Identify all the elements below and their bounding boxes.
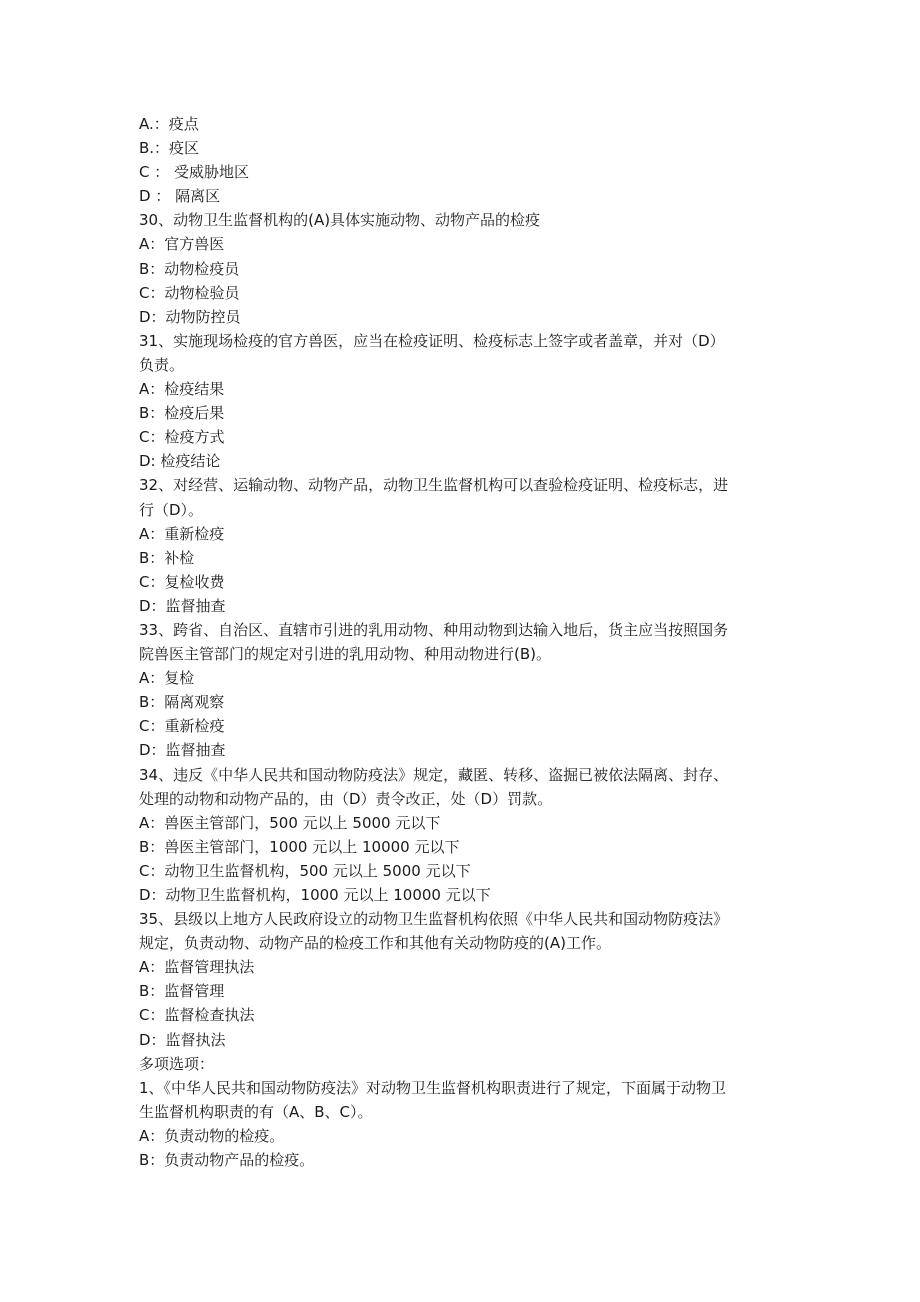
document-body bbox=[139, 112, 789, 1172]
text-line: C ： 受威胁地区 bbox=[139, 163, 250, 182]
text-line: C：复检收费 bbox=[139, 572, 225, 591]
text-line: A：重新检疫 bbox=[139, 524, 225, 543]
text-line: A：检疫结果 bbox=[139, 380, 225, 399]
text-line: A：官方兽医 bbox=[139, 235, 225, 254]
text-line: B：兽医主管部门，1000 元以上 10000 元以下 bbox=[139, 837, 460, 856]
text-line: C：监督检查执法 bbox=[139, 1006, 255, 1025]
text-line: 多项选项： bbox=[139, 1054, 215, 1073]
text-line: 1、《中华人民共和国动物防疫法》对动物卫生监督机构职责进行了规定，下面属于动物卫 bbox=[139, 1078, 727, 1097]
text-line: C：动物卫生监督机构，500 元以上 5000 元以下 bbox=[139, 861, 471, 880]
text-line: D: 检疫结论 bbox=[139, 452, 221, 471]
text-line: 31、实施现场检疫的官方兽医，应当在检疫证明、检疫标志上签字或者盖章，并对（D） bbox=[139, 331, 725, 350]
text-line: D：动物卫生监督机构，1000 元以上 10000 元以下 bbox=[139, 886, 491, 904]
text-line: C：动物检验员 bbox=[139, 283, 240, 302]
text-line: A：复检 bbox=[139, 669, 195, 688]
text-line: B：动物检疫员 bbox=[139, 259, 240, 278]
text-line: 处理的动物和动物产品的，由（D）责令改正，处（D）罚款。 bbox=[139, 789, 553, 808]
text-line: 34、违反《中华人民共和国动物防疫法》规定，藏匿、转移、盗掘已被依法隔离、封存、 bbox=[139, 765, 729, 784]
text-line: 生监督机构职责的有（A、B、C）。 bbox=[139, 1102, 373, 1121]
text-line: B：监督管理 bbox=[139, 982, 225, 1001]
text-line: D：监督抽查 bbox=[139, 596, 226, 615]
text-line: B：检疫后果 bbox=[139, 404, 225, 423]
text-line: A.：疫点 bbox=[139, 115, 199, 133]
text-line: B：补检 bbox=[139, 548, 195, 567]
text-line: A：兽医主管部门，500 元以上 5000 元以下 bbox=[139, 813, 441, 832]
text-line: D：监督抽查 bbox=[139, 741, 226, 760]
text-line: D ： 隔离区 bbox=[139, 187, 221, 206]
text-line: B：隔离观察 bbox=[139, 693, 225, 712]
text-line: B：负责动物产品的检疫。 bbox=[139, 1151, 315, 1170]
text-line: A：负责动物的检疫。 bbox=[139, 1126, 285, 1145]
text-line: 负责。 bbox=[139, 355, 185, 374]
text-line: 30、动物卫生监督机构的(A)具体实施动物、动物产品的检疫 bbox=[139, 211, 541, 230]
text-line: 行（D）。 bbox=[139, 500, 204, 519]
text-line: D：动物防控员 bbox=[139, 307, 241, 326]
text-line: B.：疫区 bbox=[139, 139, 200, 158]
text-line: 35、县级以上地方人民政府设立的动物卫生监督机构依照《中华人民共和国动物防疫法》 bbox=[139, 910, 729, 929]
text-line: C：重新检疫 bbox=[139, 717, 225, 736]
text-line: D：监督执法 bbox=[139, 1030, 226, 1049]
text-line: 院兽医主管部门的规定对引进的乳用动物、种用动物进行(B)。 bbox=[139, 645, 551, 664]
text-line: A：监督管理执法 bbox=[139, 958, 255, 977]
text-line: 33、跨省、自治区、直辖市引进的乳用动物、种用动物到达输入地后，货主应当按照国务 bbox=[139, 620, 729, 639]
text-line: 32、对经营、运输动物、动物产品，动物卫生监督机构可以查验检疫证明、检疫标志，进 bbox=[139, 476, 729, 495]
text-line: C：检疫方式 bbox=[139, 428, 225, 447]
text-line: 规定，负责动物、动物产品的检疫工作和其他有关动物防疫的(A)工作。 bbox=[139, 934, 611, 953]
